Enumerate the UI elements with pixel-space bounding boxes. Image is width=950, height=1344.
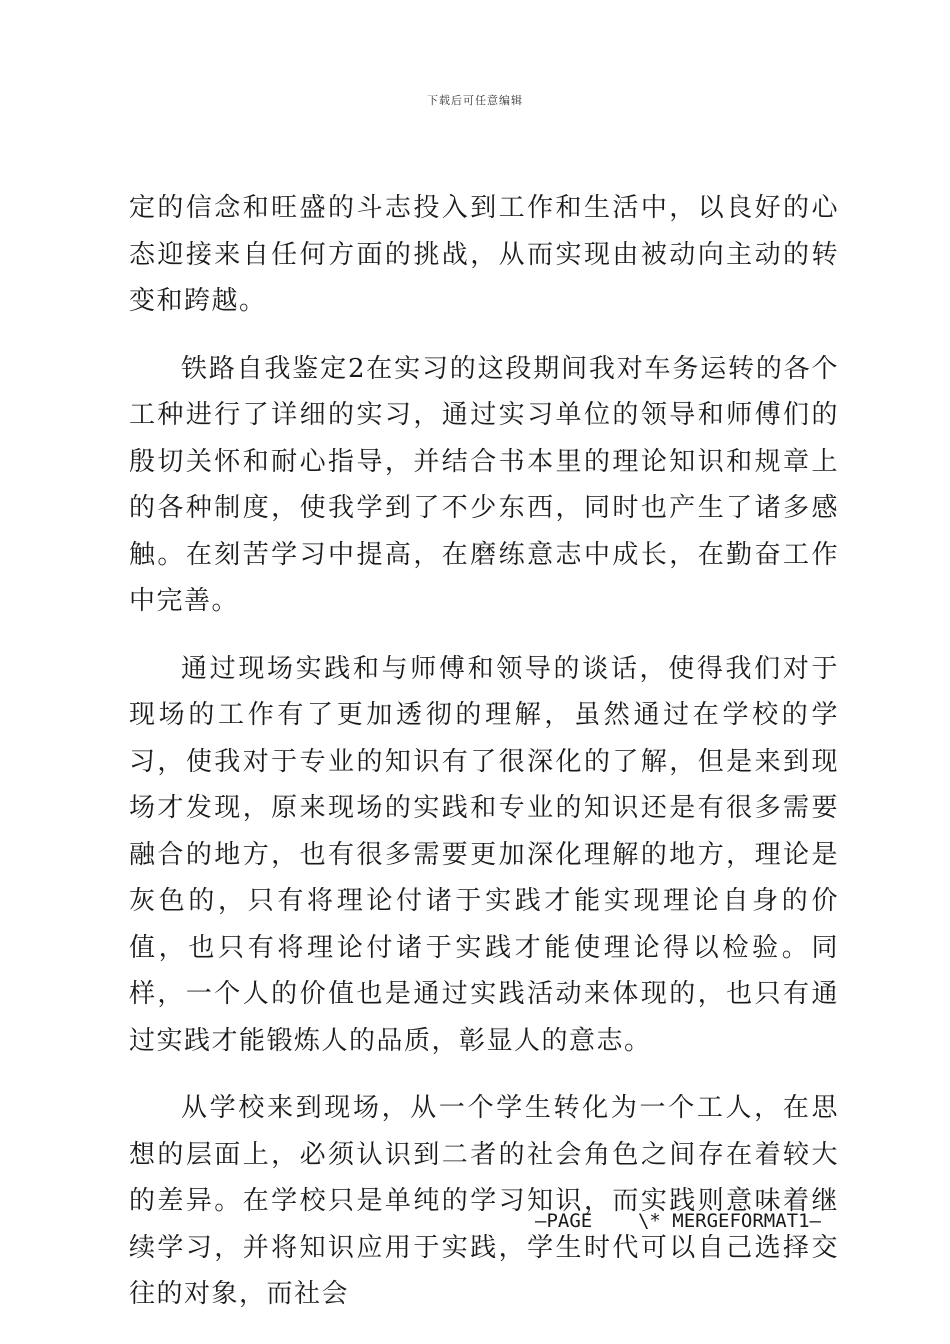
page-footer-field: —PAGE \* MERGEFORMAT1—	[535, 1210, 821, 1232]
paragraph-field-practice: 通过现场实践和与师傅和领导的谈话，使得我们对于现场的工作有了更加透彻的理解，虽然通过在学校的学习，使我对于专业的知识有了很深化的了解，但是来到现场才发现，原来现场的实践和专业的知识还是有很多需要融合的地方，也有很多需要更加深化理解的地方，理论是灰色的，只有将理论付诸于实践才能实现理论自身的价值，也只有将理论付诸于实践才能使理论得以检验。同样，一个人的价值也是通过实践活动来体现的，也只有通过实践才能锻炼人的品质，彰显人的意志。	[129, 653, 839, 1056]
paragraph-railway-self-assessment: 铁路自我鉴定2在实习的这段期间我对车务运转的各个工种进行了详细的实习，通过实习单位的领导和师傅们的殷切关怀和耐心指导，并结合书本里的理论知识和规章上的各种制度，使我学到了不少东西，同时也产生了诸多感触。在刻苦学习中提高，在磨练意志中成长，在勤奋工作中完善。	[129, 353, 839, 616]
paragraph-continuation: 定的信念和旺盛的斗志投入到工作和生活中，以良好的心态迎接来自任何方面的挑战，从而实现由被动向主动的转变和跨越。	[129, 193, 839, 316]
paragraph-school-to-field: 从学校来到现场，从一个学生转化为一个工人，在思想的层面上，必须认识到二者的社会角色之间存在着较大的差异。在学校只是单纯的学习知识，而实践则意味着继续学习，并将知识应用于实践，学生时代可以自己选择交往的对象，而社会	[129, 1093, 839, 1309]
header-note: 下载后可任意编辑	[427, 94, 523, 107]
document-body	[129, 185, 839, 1318]
